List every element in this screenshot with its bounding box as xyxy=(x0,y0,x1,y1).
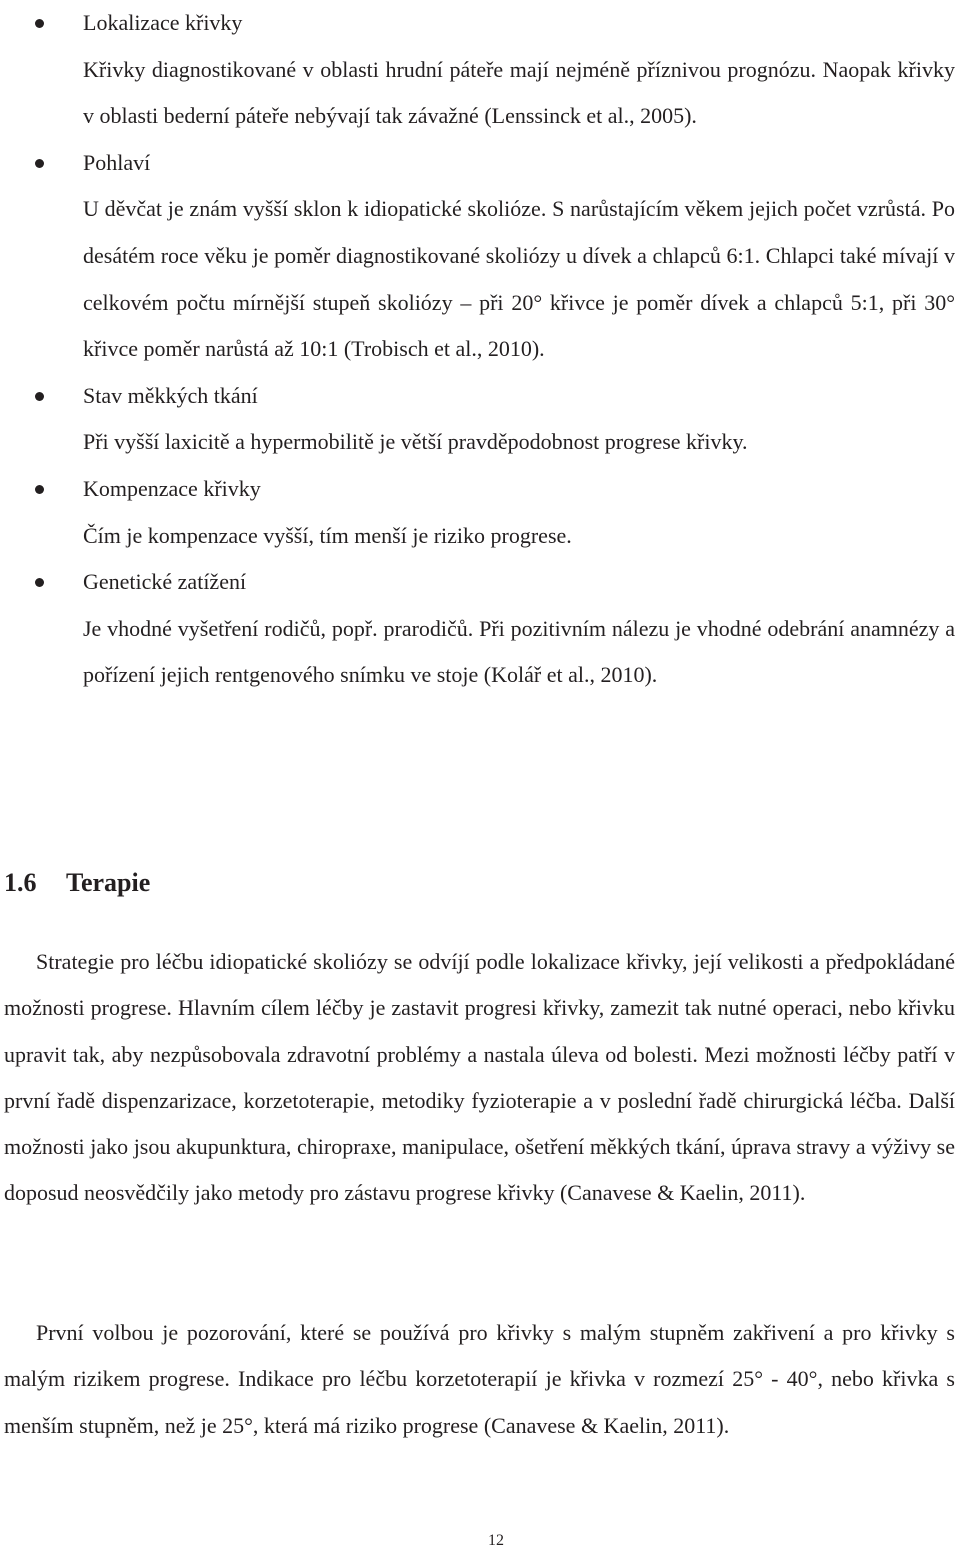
paragraph-therapy-strategy: Strategie pro léčbu idiopatické skoliózy se odvíjí podle lokalizace křivky, její velikosti a předpokládané možnosti progrese. Hlavním cílem léčby je zastavit progresi křivky, zamezit tak nutné operaci, nebo křivku upravit tak, aby nezpůsobovala zdravotní problémy a nastala úleva od bolesti. Mezi možnosti léčby patří v první řadě dispenzarizace, korzetoterapie, metodiky fyzioterapie a v poslední řadě chirurgická léčba. Další možnosti jako jsou akupunktura, chiropraxe, manipulace, ošetření měkkých tkání, úprava stravy a výživy se doposud neosvědčily jako metody pro zástavu progrese křivky (Canavese & Kaelin, 2011). xyxy=(4,949,955,1206)
list-item-text: Je vhodné vyšetření rodičů, popř. prarodičů. Při pozitivním nálezu je vhodné odebrání anamnézy a pořízení jejich rentgenového snímku ve stoje (Kolář et al., 2010). xyxy=(83,615,955,688)
list-item-lokalizace xyxy=(0,0,955,140)
bullet-icon xyxy=(35,392,44,401)
list-item-text: U děvčat je znám vyšší sklon k idiopatické skolióze. S narůstajícím věkem jejich počet vzrůstá. Po desátém roce věku je poměr diagnostikované skoliózy u dívek a chlapců 6:1. Chlapci také mívají v celkovém počtu mírnější stupeň skoliózy – při 20° křivce je poměr dívek a chlapců 5:1, při 30° křivce poměr narůstá až 10:1 (Trobisch et al., 2010). xyxy=(83,196,955,362)
list-item-title: Kompenzace křivky xyxy=(83,475,261,501)
list-item-text: Čím je kompenzace vyšší, tím menší je riziko progrese. xyxy=(83,522,572,548)
section-number: 1.6 xyxy=(4,868,37,897)
bullet-icon xyxy=(35,485,44,494)
page-number: 12 xyxy=(488,1532,504,1549)
bullet-icon xyxy=(35,19,44,28)
list-item-geneticke-zatizeni xyxy=(0,559,955,699)
list-item-pohlavi xyxy=(0,140,955,373)
list-item-title: Stav měkkých tkání xyxy=(83,382,258,408)
list-item-text: Křivky diagnostikované v oblasti hrudní páteře mají nejméně příznivou prognózu. Naopak křivky v oblasti bederní páteře nebývají tak závažné (Lenssinck et al., 2005). xyxy=(83,56,955,129)
list-item-mekke-tkane xyxy=(0,373,955,466)
list-item-kompenzace xyxy=(0,466,955,559)
section-title: Terapie xyxy=(66,868,151,897)
section-heading xyxy=(4,860,150,906)
bullet-icon xyxy=(35,578,44,587)
risk-factor-list xyxy=(0,0,960,699)
paragraph-observation: První volbou je pozorování, které se používá pro křivky s malým stupněm zakřivení a pro křivky s malým rizikem progrese. Indikace pro léčbu korzetoterapií je křivka v rozmezí 25° - 40°, nebo křivka s menším stupněm, než je 25°, která má riziko progrese (Canavese & Kaelin, 2011). xyxy=(4,1320,955,1438)
list-item-title: Lokalizace křivky xyxy=(83,10,243,35)
bullet-icon xyxy=(35,159,44,168)
list-item-title: Genetické zatížení xyxy=(83,569,247,595)
list-item-text: Při vyšší laxicitě a hypermobilitě je větší pravděpodobnost progrese křivky. xyxy=(83,429,748,455)
list-item-title: Pohlaví xyxy=(83,149,151,175)
